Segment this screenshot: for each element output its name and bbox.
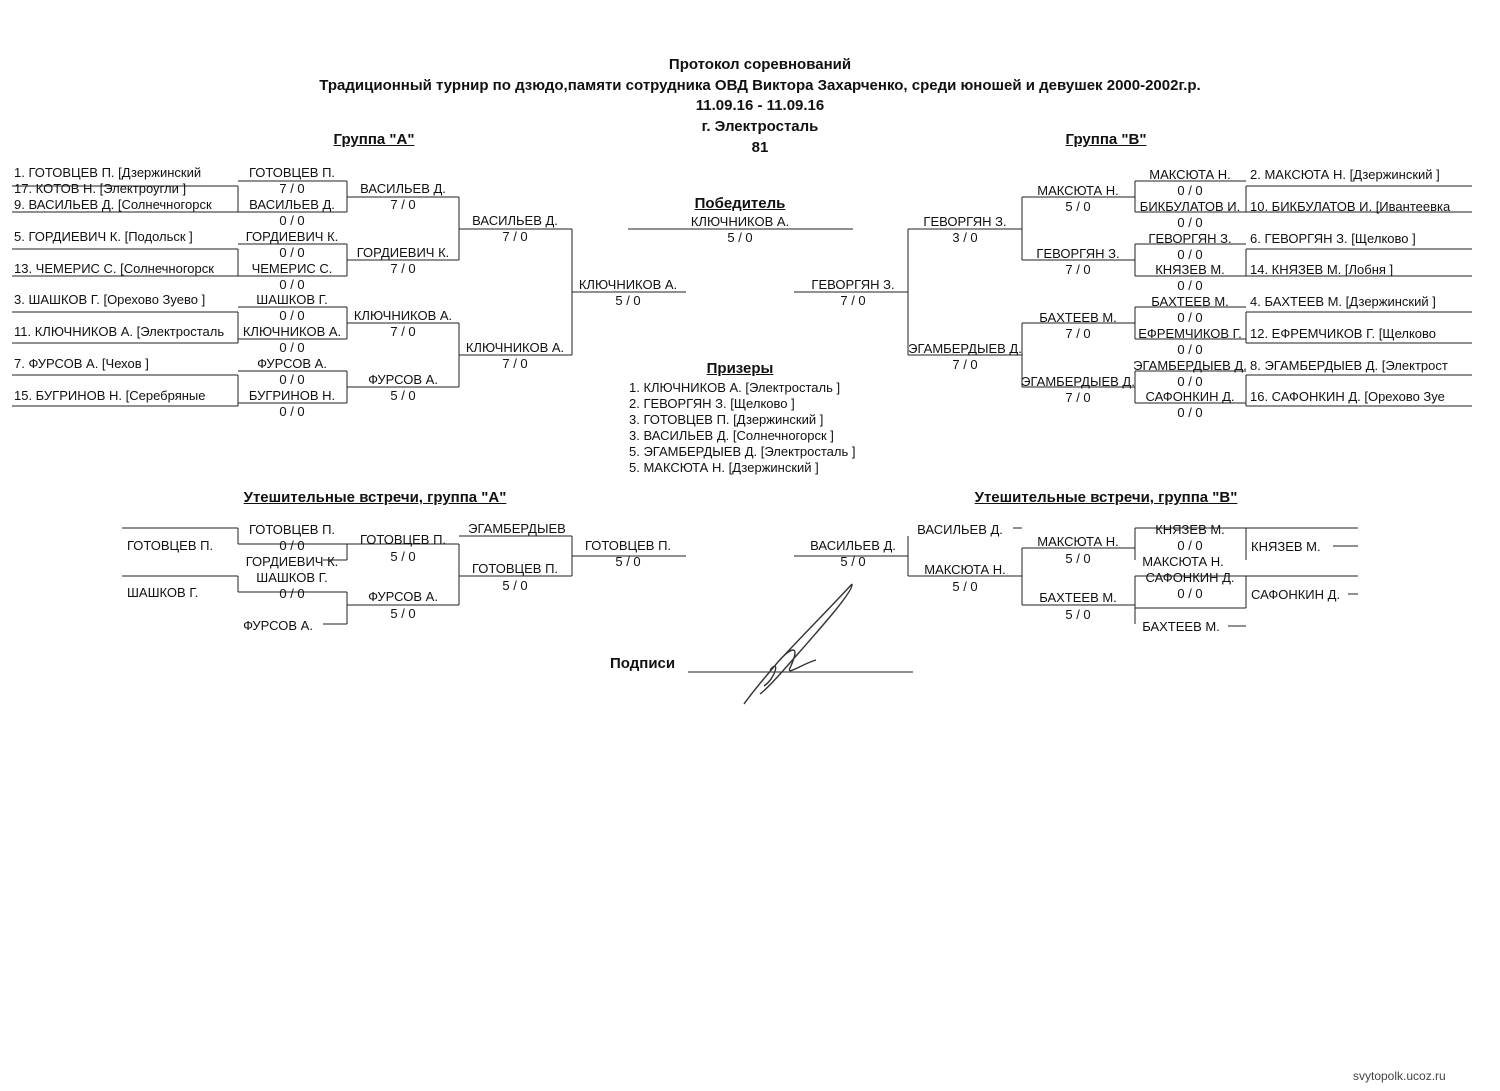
a-r3-score: 7 / 0 <box>502 356 528 371</box>
b-r1-name: БАХТЕЕВ М. <box>1151 294 1229 309</box>
a-r2-name: КЛЮЧНИКОВ А. <box>353 308 453 323</box>
a-r2-score: 5 / 0 <box>390 388 416 403</box>
a-r1-name: БУГРИНОВ Н. <box>248 388 336 403</box>
a-r3-name: КЛЮЧНИКОВ А. <box>465 340 565 355</box>
entrant-a-3: 3. ШАШКОВ Г. [Орехово Зуево ] <box>14 292 206 307</box>
rep-a-score: 5 / 0 <box>390 606 416 621</box>
b-r2-name: ЭГАМБЕРДЫЕВ Д. <box>1021 374 1135 389</box>
entrant-b-8: 8. ЭГАМБЕРДЫЕВ Д. [Электрост <box>1250 358 1448 373</box>
b-r1-name: МАКСЮТА Н. <box>1149 167 1231 182</box>
tournament-name: Традиционный турнир по дзюдо,памяти сотрудника ОВД Виктора Захарченко, среди юношей и девушек 2000-2002г.р. <box>319 77 1201 94</box>
entrant-b-2: 2. МАКСЮТА Н. [Дзержинский ] <box>1250 167 1440 182</box>
rep-b-score: 5 / 0 <box>840 554 866 569</box>
signatures-label: Подписи <box>610 655 676 672</box>
a-r1-score: 0 / 0 <box>279 245 305 260</box>
b-r1-score: 0 / 0 <box>1177 405 1203 420</box>
b-r1-score: 0 / 0 <box>1177 310 1203 325</box>
b-r1-name: ЕФРЕМЧИКОВ Г. <box>1138 326 1242 341</box>
a-r2-score: 7 / 0 <box>390 324 416 339</box>
rep-a-name: ЭГАМБЕРДЫЕВ <box>468 521 566 536</box>
a-r3-name: ВАСИЛЬЕВ Д. <box>472 213 558 228</box>
prize-item: 2. ГЕВОРГЯН З. [Щелково ] <box>629 396 795 411</box>
a-r1-score: 0 / 0 <box>279 340 305 355</box>
rep-b-name: МАКСЮТА Н. <box>1037 534 1119 549</box>
rep-a-name: ШАШКОВ Г. <box>256 570 328 585</box>
a-final-score: 5 / 0 <box>615 293 641 308</box>
document-title: Протокол соревнований <box>668 56 852 73</box>
b-r3-score: 7 / 0 <box>952 357 978 372</box>
b-r1-score: 0 / 0 <box>1177 342 1203 357</box>
a-r1-name: КЛЮЧНИКОВ А. <box>242 324 342 339</box>
a-r2-name: ВАСИЛЬЕВ Д. <box>360 181 446 196</box>
rep-b-name: САФОНКИН Д. <box>1145 570 1235 585</box>
rep-b-name: БАХТЕЕВ М. <box>1142 619 1220 634</box>
b-r1-score: 0 / 0 <box>1177 278 1203 293</box>
rep-a-name: ГОРДИЕВИЧ К. <box>245 554 339 569</box>
rep-b-score: 5 / 0 <box>952 579 978 594</box>
entrant-b-12: 12. ЕФРЕМЧИКОВ Г. [Щелково <box>1250 326 1437 341</box>
entrant-a-7: 7. ФУРСОВ А. [Чехов ] <box>14 356 149 371</box>
b-r1-name: ГЕВОРГЯН З. <box>1148 231 1232 246</box>
prize-item: 3. ГОТОВЦЕВ П. [Дзержинский ] <box>629 412 824 427</box>
rep-b-name: КНЯЗЕВ М. <box>1155 522 1225 537</box>
b-r1-name: БИКБУЛАТОВ И. <box>1139 199 1241 214</box>
rep-a-score: 0 / 0 <box>279 538 305 553</box>
a-r1-score: 0 / 0 <box>279 213 305 228</box>
b-r2-score: 7 / 0 <box>1065 390 1091 405</box>
entrant-a-5: 5. ГОРДИЕВИЧ К. [Подольск ] <box>14 229 193 244</box>
a-r2-score: 7 / 0 <box>390 197 416 212</box>
rep-b-name: МАКСЮТА Н. <box>924 562 1006 577</box>
entrant-a-17: 17. КОТОВ Н. [Электроугли ] <box>14 181 187 196</box>
b-r1-name: КНЯЗЕВ М. <box>1155 262 1225 277</box>
a-r1-score: 0 / 0 <box>279 404 305 419</box>
rep-b-right: КНЯЗЕВ М. <box>1251 539 1321 554</box>
rep-a-score: 5 / 0 <box>390 549 416 564</box>
entrant-b-14: 14. КНЯЗЕВ М. [Лобня ] <box>1250 262 1394 277</box>
rep-b-name: МАКСЮТА Н. <box>1142 554 1224 569</box>
winner-score: 5 / 0 <box>727 230 753 245</box>
handwritten-signature <box>730 578 860 708</box>
a-r2-score: 7 / 0 <box>390 261 416 276</box>
b-r1-name: ЭГАМБЕРДЫЕВ Д. <box>1133 358 1247 373</box>
rep-a-name: ФУРСОВ А. <box>368 589 438 604</box>
a-r3-score: 7 / 0 <box>502 229 528 244</box>
winner-name: КЛЮЧНИКОВ А. <box>690 214 790 229</box>
rep-a-name: ГОТОВЦЕВ П. <box>248 522 336 537</box>
prize-item: 1. КЛЮЧНИКОВ А. [Электросталь ] <box>629 380 841 395</box>
entrant-b-6: 6. ГЕВОРГЯН З. [Щелково ] <box>1250 231 1416 246</box>
prizes-title: Призеры <box>706 360 774 377</box>
rep-b-right: САФОНКИН Д. <box>1251 587 1341 602</box>
b-r3-name: ГЕВОРГЯН З. <box>923 214 1007 229</box>
tournament-city: г. Электросталь <box>701 118 819 135</box>
b-r1-score: 0 / 0 <box>1177 183 1203 198</box>
entrant-b-16: 16. САФОНКИН Д. [Орехово Зуе <box>1250 389 1445 404</box>
rep-b-name: ВАСИЛЬЕВ Д. <box>917 522 1003 537</box>
a-r2-name: ФУРСОВ А. <box>368 372 438 387</box>
prize-item: 3. ВАСИЛЬЕВ Д. [Солнечногорск ] <box>629 428 834 443</box>
rep-b-name: ВАСИЛЬЕВ Д. <box>810 538 896 553</box>
a-r1-name: ЧЕМЕРИС С. <box>251 261 333 276</box>
a-r1-name: ШАШКОВ Г. <box>256 292 328 307</box>
a-r1-score: 0 / 0 <box>279 372 305 387</box>
a-r1-score: 7 / 0 <box>279 181 305 196</box>
winner-title: Победитель <box>694 195 786 212</box>
entrant-a-11: 11. КЛЮЧНИКОВ А. [Электросталь <box>14 324 225 339</box>
rep-a-name: ГОТОВЦЕВ П. <box>359 532 447 547</box>
rep-a-name: ФУРСОВ А. <box>243 618 313 633</box>
entrant-a-1: 1. ГОТОВЦЕВ П. [Дзержинский <box>14 165 202 180</box>
repechage-b-title: Утешительные встречи, группа "В" <box>974 489 1238 506</box>
a-r1-name: ГОРДИЕВИЧ К. <box>245 229 339 244</box>
b-r2-name: БАХТЕЕВ М. <box>1039 310 1117 325</box>
b-r1-score: 0 / 0 <box>1177 247 1203 262</box>
rep-a-final-score: 5 / 0 <box>615 554 641 569</box>
watermark: svytopolk.ucoz.ru <box>1353 1069 1446 1083</box>
a-r1-name: ГОТОВЦЕВ П. <box>248 165 336 180</box>
weight-category: 81 <box>751 139 769 156</box>
b-final-score: 7 / 0 <box>840 293 866 308</box>
b-r2-score: 7 / 0 <box>1065 262 1091 277</box>
b-r1-score: 0 / 0 <box>1177 374 1203 389</box>
b-r1-name: САФОНКИН Д. <box>1145 389 1235 404</box>
rep-b-name: БАХТЕЕВ М. <box>1039 590 1117 605</box>
rep-a-score: 0 / 0 <box>279 586 305 601</box>
b-r2-name: ГЕВОРГЯН З. <box>1036 246 1120 261</box>
entrant-a-15: 15. БУГРИНОВ Н. [Серебряные <box>14 388 206 403</box>
prize-item: 5. МАКСЮТА Н. [Дзержинский ] <box>629 460 819 475</box>
entrant-a-9: 9. ВАСИЛЬЕВ Д. [Солнечногорск <box>14 197 212 212</box>
a-r2-name: ГОРДИЕВИЧ К. <box>356 245 450 260</box>
b-r2-name: МАКСЮТА Н. <box>1037 183 1119 198</box>
entrant-b-10: 10. БИКБУЛАТОВ И. [Ивантеевка <box>1250 199 1451 214</box>
tournament-dates: 11.09.16 - 11.09.16 <box>695 97 825 114</box>
b-r2-score: 5 / 0 <box>1065 199 1091 214</box>
a-final-name: КЛЮЧНИКОВ А. <box>578 277 678 292</box>
a-r1-score: 0 / 0 <box>279 308 305 323</box>
b-r2-score: 7 / 0 <box>1065 326 1091 341</box>
entrant-b-4: 4. БАХТЕЕВ М. [Дзержинский ] <box>1250 294 1436 309</box>
a-r1-score: 0 / 0 <box>279 277 305 292</box>
rep-b-score: 0 / 0 <box>1177 586 1203 601</box>
a-r1-name: ВАСИЛЬЕВ Д. <box>249 197 335 212</box>
rep-a-final-name: ГОТОВЦЕВ П. <box>584 538 672 553</box>
entrant-a-13: 13. ЧЕМЕРИС С. [Солнечногорск <box>14 261 214 276</box>
rep-a-score: 5 / 0 <box>502 578 528 593</box>
group-a-title: Группа "А" <box>333 131 415 148</box>
rep-b-score: 5 / 0 <box>1065 551 1091 566</box>
a-r1-name: ФУРСОВ А. <box>257 356 327 371</box>
rep-b-score: 5 / 0 <box>1065 607 1091 622</box>
group-b-title: Группа "В" <box>1065 131 1147 148</box>
rep-a-left: ГОТОВЦЕВ П. <box>127 538 214 553</box>
rep-a-left: ШАШКОВ Г. <box>127 585 199 600</box>
b-final-name: ГЕВОРГЯН З. <box>811 277 895 292</box>
prize-item: 5. ЭГАМБЕРДЫЕВ Д. [Электросталь ] <box>629 444 856 459</box>
repechage-a-title: Утешительные встречи, группа "А" <box>243 489 507 506</box>
b-r1-score: 0 / 0 <box>1177 215 1203 230</box>
b-r3-score: 3 / 0 <box>952 230 978 245</box>
b-r3-name: ЭГАМБЕРДЫЕВ Д. <box>908 341 1022 356</box>
rep-b-score: 0 / 0 <box>1177 538 1203 553</box>
rep-a-name: ГОТОВЦЕВ П. <box>471 561 559 576</box>
